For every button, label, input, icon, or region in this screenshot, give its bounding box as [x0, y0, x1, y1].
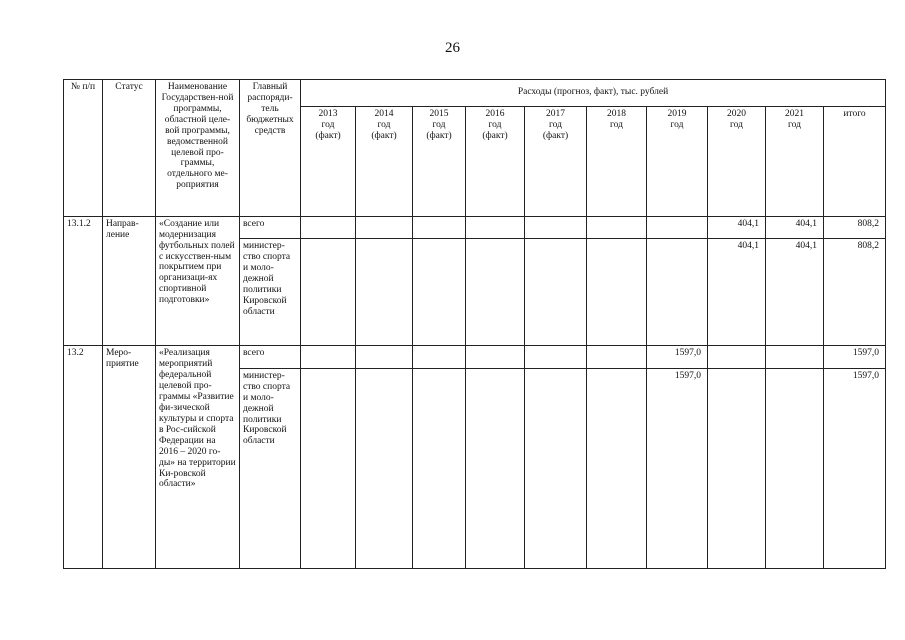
table-cell	[647, 216, 708, 238]
table-cell: 404,1	[766, 239, 824, 346]
row-admin: всего	[240, 216, 301, 238]
table-cell	[708, 368, 766, 568]
table-cell	[587, 368, 647, 568]
table-cell	[301, 216, 356, 238]
row-admin: министер-ство спорта и моло-дежной политики Кировской области	[240, 368, 301, 568]
header-expenses: Расходы (прогноз, факт), тыс. рублей	[301, 80, 886, 107]
table-row	[64, 346, 886, 368]
row-name: «Создание или модернизация футбольных полей с искусствен-ным покрытием при организаци-ях спортивной подготовки»	[156, 216, 240, 346]
header-year-2013: 2013 год (факт)	[301, 106, 356, 216]
page-number: 26	[445, 40, 460, 56]
table-cell	[356, 346, 413, 368]
header-admin: Главный распоряди-тель бюджетных средств	[240, 80, 301, 217]
table-cell	[647, 239, 708, 346]
table-cell	[525, 346, 587, 368]
table-cell	[766, 368, 824, 568]
header-year-2016: 2016 год (факт)	[466, 106, 525, 216]
header-total: итого	[824, 106, 886, 216]
table-cell	[708, 346, 766, 368]
row-num: 13.2	[64, 346, 103, 569]
table-cell-total: 1597,0	[824, 368, 886, 568]
table-cell	[413, 216, 466, 238]
table-cell	[301, 368, 356, 568]
table-cell	[525, 216, 587, 238]
header-year-2021: 2021 год	[766, 106, 824, 216]
row-num: 13.1.2	[64, 216, 103, 346]
table-cell	[525, 239, 587, 346]
header-year-2014: 2014 год (факт)	[356, 106, 413, 216]
header-year-2015: 2015 год (факт)	[413, 106, 466, 216]
table-cell	[766, 346, 824, 368]
row-admin: всего	[240, 346, 301, 368]
table-cell	[587, 216, 647, 238]
header-name: Наименование Государствен-ной программы, областной целе-вой программы, ведомственной целевой про-граммы, отдельного ме-роприятия	[156, 80, 240, 217]
expenses-table	[63, 79, 886, 569]
row-admin: министер-ство спорта и моло-дежной политики Кировской области	[240, 239, 301, 346]
header-year-2017: 2017 год (факт)	[525, 106, 587, 216]
table-cell	[466, 346, 525, 368]
table-cell	[587, 346, 647, 368]
header-year-2020: 2020 год	[708, 106, 766, 216]
table-cell	[356, 368, 413, 568]
table-cell: 404,1	[708, 239, 766, 346]
table-cell	[466, 368, 525, 568]
table-cell	[413, 239, 466, 346]
table-cell	[301, 239, 356, 346]
table-cell-total: 1597,0	[824, 346, 886, 368]
table-cell	[356, 239, 413, 346]
row-status: Меро-приятие	[103, 346, 156, 569]
table-row	[64, 216, 886, 238]
table-cell: 404,1	[708, 216, 766, 238]
table-cell: 404,1	[766, 216, 824, 238]
table-cell	[413, 346, 466, 368]
header-status: Статус	[103, 80, 156, 217]
table-cell	[413, 368, 466, 568]
table-cell	[356, 216, 413, 238]
table-cell: 1597,0	[647, 368, 708, 568]
row-status: Направ-ление	[103, 216, 156, 346]
header-row-1	[64, 80, 886, 107]
table-cell	[301, 346, 356, 368]
table-cell	[466, 216, 525, 238]
table-cell-total: 808,2	[824, 239, 886, 346]
table-cell-total: 808,2	[824, 216, 886, 238]
table-cell	[466, 239, 525, 346]
table-cell: 1597,0	[647, 346, 708, 368]
table-cell	[587, 239, 647, 346]
header-year-2019: 2019 год	[647, 106, 708, 216]
table-cell	[525, 368, 587, 568]
header-year-2018: 2018 год	[587, 106, 647, 216]
header-num: № п/п	[64, 80, 103, 217]
row-name: «Реализация мероприятий федеральной целевой про-граммы «Развитие фи-зической культуры и спорта в Рос-сийской Федерации на 2016 – 2020 го-ды» на территории Ки-ровской области»	[156, 346, 240, 569]
